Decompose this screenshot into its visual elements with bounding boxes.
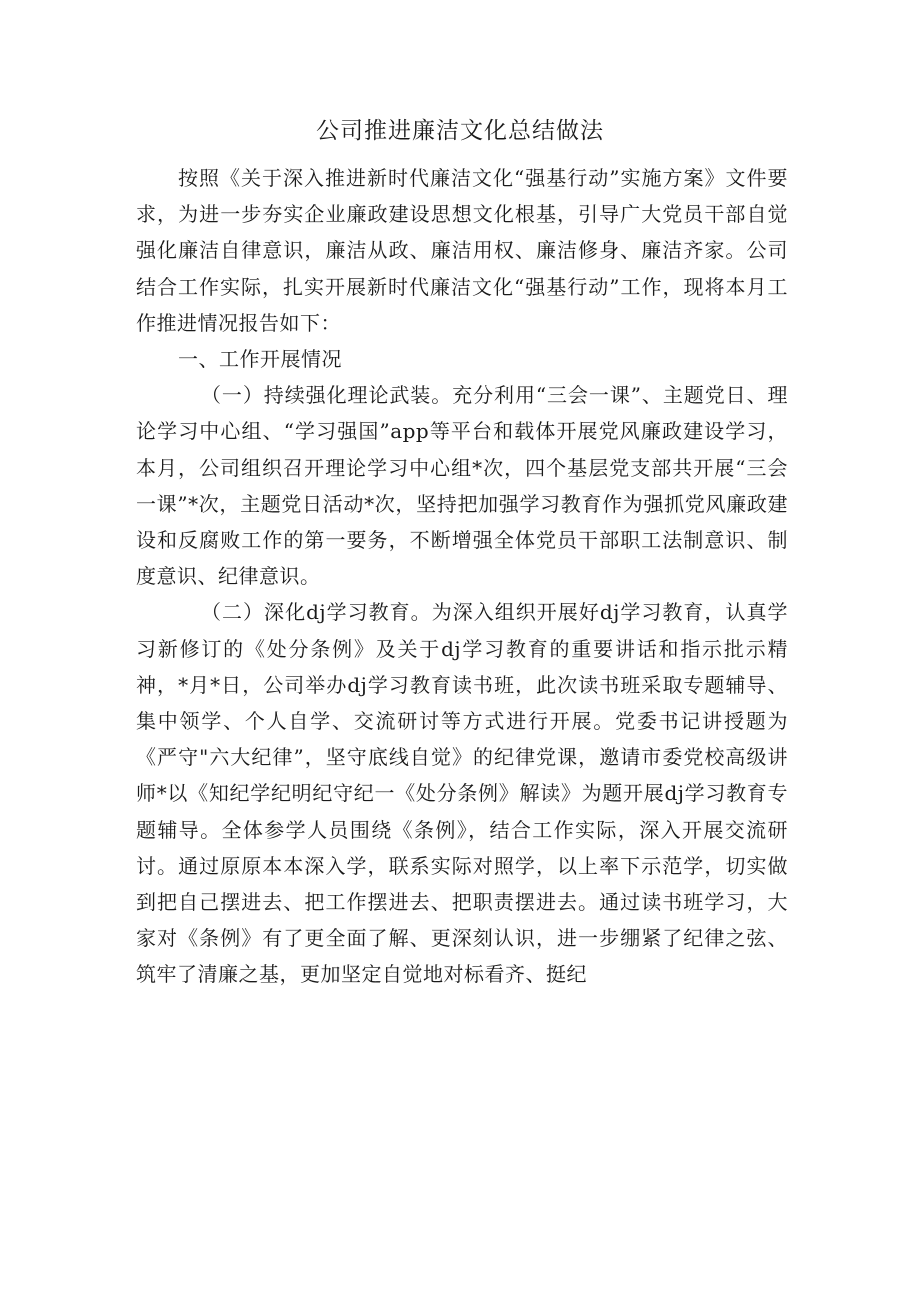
document-title: 公司推进廉洁文化总结做法 bbox=[316, 118, 604, 144]
intro-paragraph: 按照《关于深入推进新时代廉洁文化“强基行动”实施方案》文件要求，为进一步夯实企业廉政建设思想文化根基，引导广大党员干部自觉强化廉洁自律意识，廉洁从政、廉洁用权、廉洁修身、廉洁齐家。公司结合工作实际，扎实开展新时代廉洁文化“强基行动”工作，现将本月工作推进情况报告如下： bbox=[136, 166, 788, 335]
subsection-paragraph-1: （一）持续强化理论武装。充分利用“三会一课”、主题党日、理论学习中心组、“学习强国”app等平台和载体开展党风廉政建设学习，本月，公司组织召开理论学习中心组*次，四个基层党支部共开展“三会一课”*次，主题党日活动*次，坚持把加强学习教育作为强抓党风廉政建设和反腐败工作的第一要务，不断增强全体党员干部职工法制意识、制度意识、纪律意识。 bbox=[136, 383, 788, 589]
section-heading: 一、工作开展情况 bbox=[178, 347, 342, 372]
document-body bbox=[136, 160, 788, 993]
subsection-paragraph-2: （二）深化dj学习教育。为深入组织开展好dj学习教育，认真学习新修订的《处分条例》及关于dj学习教育的重要讲话和指示批示精神，*月*日，公司举办dj学习教育读书班，此次读书班采取专题辅导、集中领学、个人自学、交流研讨等方式进行开展。党委书记讲授题为《严守"六大纪律”，坚守底线自觉》的纪律党课，邀请市委党校高级讲师*以《知纪学纪明纪守纪一《处分条例》解读》为题开展dj学习教育专题辅导。全体参学人员围绕《条例》，结合工作实际，深入开展交流研讨。通过原原本本深入学，联系实际对照学，以上率下示范学，切实做到把自己摆进去、把工作摆进去、把职责摆进去。通过读书班学习，大家对《条例》有了更全面了解、更深刻认识，进一步绷紧了纪律之弦、筑牢了清廉之基，更加坚定自觉地对标看齐、挺纪 bbox=[136, 600, 788, 987]
